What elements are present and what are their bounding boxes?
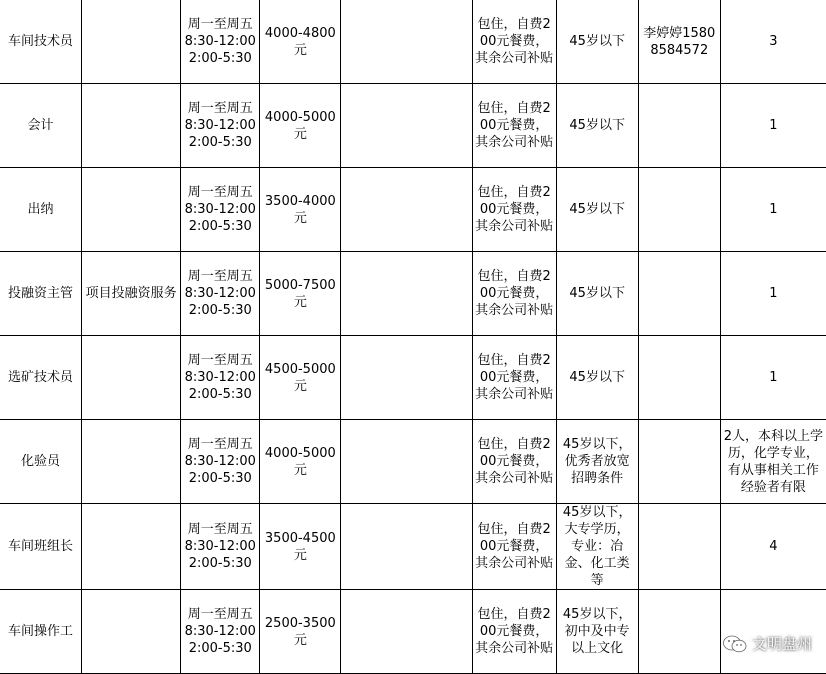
count-cell: 1 [720,84,826,168]
salary-cell: 3500-4500元 [260,504,341,590]
contact-cell [638,252,720,336]
table-row [0,336,826,420]
hours-cell: 周一至周五 8:30-12:00 2:00-5:30 [181,420,260,504]
hours-cell: 周一至周五 8:30-12:00 2:00-5:30 [181,252,260,336]
position-cell: 化验员 [0,420,82,504]
position-cell: 会计 [0,84,82,168]
position-cell: 车间班组长 [0,504,82,590]
duty-cell [82,590,181,674]
count-cell: 2人，本科以上学历，化学专业，有从事相关工作经验者有限 [720,420,826,504]
watermark-text: 文明盘州 [751,635,812,653]
contact-cell [638,420,720,504]
salary-cell: 4000-4800元 [260,0,341,84]
salary-cell: 4000-5000元 [260,84,341,168]
hours-cell: 周一至周五 8:30-12:00 2:00-5:30 [181,84,260,168]
table-row [0,590,826,674]
hours-cell: 周一至周五 8:30-12:00 2:00-5:30 [181,0,260,84]
contact-cell [638,84,720,168]
hours-cell: 周一至周五 8:30-12:00 2:00-5:30 [181,336,260,420]
hours-cell: 周一至周五 8:30-12:00 2:00-5:30 [181,168,260,252]
contact-cell [638,168,720,252]
note-cell [341,420,472,504]
count-cell: 4 [720,504,826,590]
note-cell [341,0,472,84]
contact-cell [638,590,720,674]
hours-cell: 周一至周五 8:30-12:00 2:00-5:30 [181,590,260,674]
table-row [0,84,826,168]
salary-cell: 5000-7500元 [260,252,341,336]
requirement-cell: 45岁以下 [556,84,638,168]
salary-cell: 4500-5000元 [260,336,341,420]
table-row [0,0,826,84]
position-cell: 车间技术员 [0,0,82,84]
duty-cell [82,168,181,252]
count-cell: 3 [720,0,826,84]
count-cell: 1 [720,168,826,252]
note-cell [341,590,472,674]
hours-cell: 周一至周五 8:30-12:00 2:00-5:30 [181,504,260,590]
note-cell [341,252,472,336]
requirement-cell: 45岁以下 [556,168,638,252]
watermark [722,633,812,654]
note-cell [341,504,472,590]
benefits-cell: 包住，自费200元餐费，其余公司补贴 [472,252,556,336]
requirement-cell: 45岁以下 [556,0,638,84]
count-cell [720,590,826,674]
wechat-icon [722,634,748,654]
salary-cell: 2500-3500元 [260,590,341,674]
contact-cell: 李婷婷15808584572 [638,0,720,84]
benefits-cell: 包住，自费200元餐费，其余公司补贴 [472,336,556,420]
position-cell: 车间操作工 [0,590,82,674]
benefits-cell: 包住，自费200元餐费，其余公司补贴 [472,0,556,84]
duty-cell: 项目投融资服务 [82,252,181,336]
contact-cell [638,504,720,590]
requirement-cell: 45岁以下，优秀者放宽招聘条件 [556,420,638,504]
benefits-cell: 包住，自费200元餐费，其余公司补贴 [472,590,556,674]
count-cell: 1 [720,336,826,420]
table-row [0,252,826,336]
duty-cell [82,0,181,84]
note-cell [341,336,472,420]
requirement-cell: 45岁以下 [556,252,638,336]
count-cell: 1 [720,252,826,336]
position-cell: 出纳 [0,168,82,252]
benefits-cell: 包住，自费200元餐费，其余公司补贴 [472,504,556,590]
position-cell: 投融资主管 [0,252,82,336]
requirement-cell: 45岁以下，初中及中专以上文化 [556,590,638,674]
table-row [0,420,826,504]
duty-cell [82,336,181,420]
benefits-cell: 包住，自费200元餐费，其余公司补贴 [472,420,556,504]
salary-cell: 4000-5000元 [260,420,341,504]
table-row [0,168,826,252]
duty-cell [82,504,181,590]
table-row [0,504,826,590]
requirement-cell: 45岁以下，大专学历，专业：冶金、化工类等 [556,504,638,590]
contact-cell [638,336,720,420]
note-cell [341,84,472,168]
position-cell: 选矿技术员 [0,336,82,420]
requirement-cell: 45岁以下 [556,336,638,420]
note-cell [341,168,472,252]
salary-cell: 3500-4000元 [260,168,341,252]
benefits-cell: 包住，自费200元餐费，其余公司补贴 [472,84,556,168]
duty-cell [82,84,181,168]
duty-cell [82,420,181,504]
benefits-cell: 包住，自费200元餐费，其余公司补贴 [472,168,556,252]
